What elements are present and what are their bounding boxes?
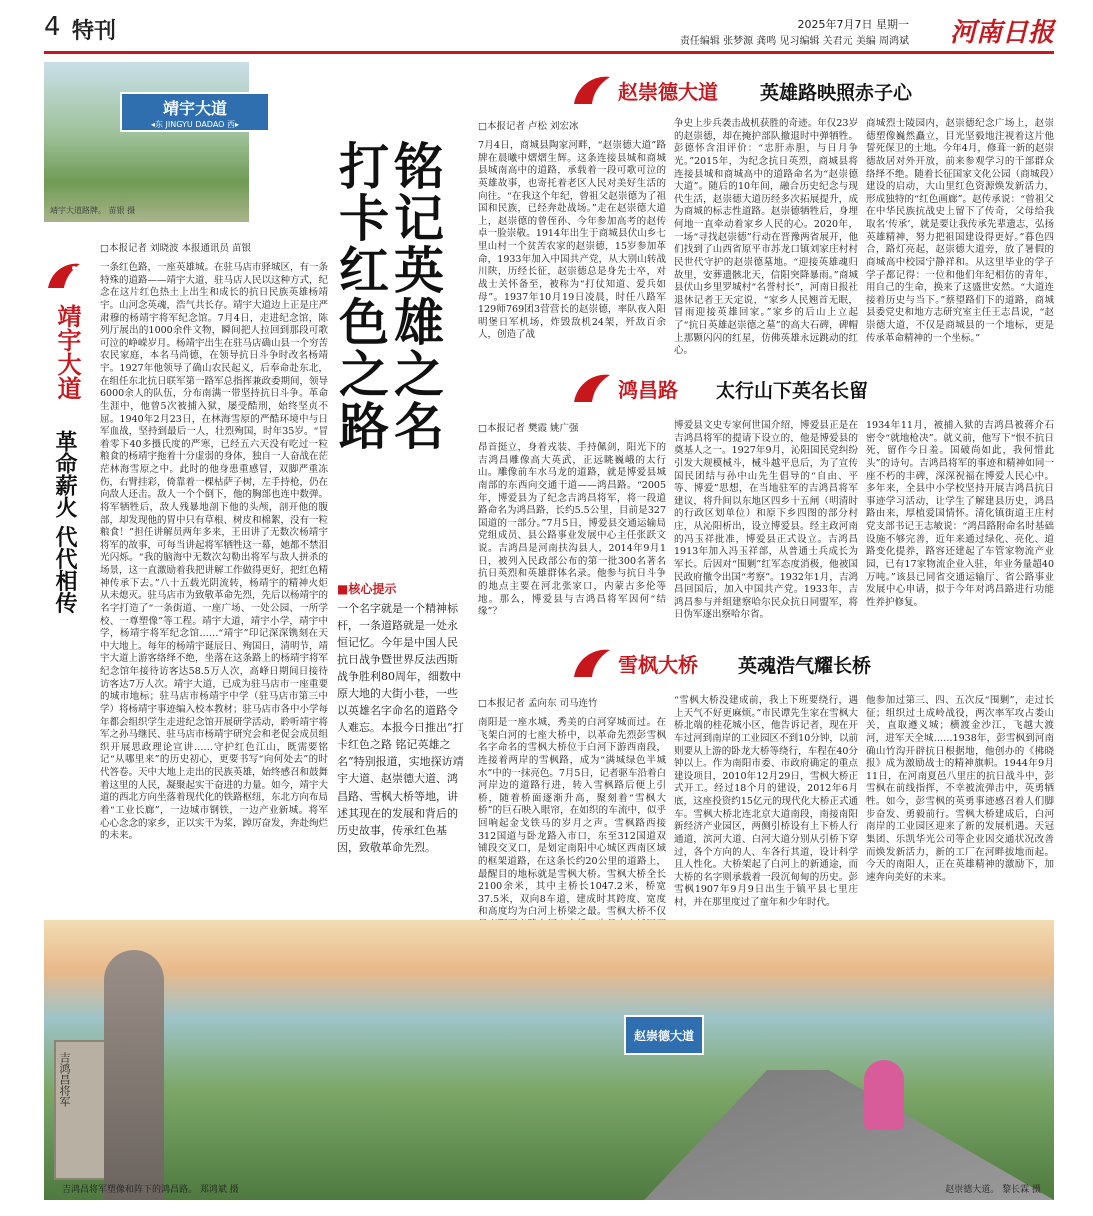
red-flag-icon [570,645,614,681]
jingyu-road-sign-photo [44,62,249,222]
photo-caption-left: 吉鸿昌将军塑像和阵下的鸿昌路。 郑鸿斌 摄 [62,1185,239,1195]
hong-col-2: 博爱县文史专家何世国介绍，博爱县正是在吉鸿昌将军的提请下设立的，他是博爱县的奠基人之一。1927年9月，沁阳国民党纠纷引发大规模械斗，械斗越平息后，为了宣传国民团结与孙中山先生倡导的“自由、平等、博爱”思想，在当地驻军的吉鸿昌将军建议，将升间以东地区四乡十五闸（明清时的行政区划单位）和原下乡四图的部分村庄，从沁阳析出，设立博爱县。经主政河南的冯玉祥批准，博爱县正式设立。吉鸿昌1913年加入冯玉祥部，从普通士兵成长为军长。后因对“围剿”红军态度消极，他被国民政府撤令出国“考察”。1932年1月，吉鸿昌回国后，加入中国共产党。1933年，吉鸿昌参与并组建察哈尔民众抗日同盟军，将日伪军逐出察哈尔省。 [674,420,858,621]
photo-caption-top: 靖宇大道路牌。 苗银 摄 [50,206,136,215]
page-header [44,12,1054,54]
zhao-col-2: 争史上步兵袭击战机获胜的奇迹。年仅23岁的赵崇德，却在掩护部队撤退时中弹牺牲。彭德怀含泪评价：“忠肝赤胆，与日月争光。”2015年，为纪念抗日英烈，商城县将连接县城和商城高中的道路命名为“赵崇德大道”。随后的10年间，融合历史纪念与现代生活，赵崇德大道历经多次拓展提升，成为商城的标志性道路。赵崇德牺牲后，身埋何地一直牵动着家乡人民的心。2020年，一场“寻找赵崇德”行动在晋豫两省展开，他们找到了山西省原平市苏龙口镇刘家庄村村民世代守护的赵崇德墓地。“迎接英雄魂归故里，安葬遗骸北天，信阳突降暴雨。”商城县伏山乡里罗城村“名誉村长”，河南日报社退休记者王天定说，“家乡人民翘首无眠，冒雨迎接英雄回家。”家乡的后山上立起了“抗日英雄赵崇德之墓”的高大石碑，碑帽上那颗闪闪的红星，仿佛英雄永远跳动的红心。 [674,118,858,357]
bottom-photo-collage [44,920,1054,1200]
red-flag-icon [570,72,614,108]
hong-byline: □本报记者 樊霞 姚广强 [478,423,579,434]
road-sign-pinyin: ◂东 JINGYU DADAO 西▸ [150,120,240,129]
section-name: 特刊 [72,19,117,44]
hong-col-1: 昂首挺立，身着戎装、手持佩剑，阳光下的吉鸿昌雕像高大英武，正远眺巍峨的太行山。雕像前车水马龙的道路，就是博爱县城南部的东西向交通干道——鸿昌路。“2005年，博爱县为了纪念吉鸿昌将军，将一段道路命名为鸿昌路，长约5.5公里，目前是327国道的一部分。”7月5日，博爱县交通运输局党组成员、县公路事业发展中心主任张跃文说。吉鸿昌是河南扶沟县人，2014年9月1日，被列入民政部公布的第一批300名著名抗日英烈和英雄群体名录。他参与抗日斗争的地点主要在河北张家口，内蒙古多伦等地。那么，博爱县与吉鸿昌将军因何“结缘”？ [478,442,666,618]
main-title-line-1: 铭记英雄之名 [386,140,445,452]
zhao-title: 赵崇德大道 [618,80,718,104]
hong-header [570,370,1050,406]
zhao-header [570,72,1050,108]
jingyu-title-block [44,258,84,400]
road-sign-name: 靖宇大道 [162,99,227,118]
xue-header [570,645,1050,681]
zhao-byline: □本报记者 卢松 刘宏冰 [478,121,579,132]
red-flag-icon [44,258,84,294]
zhao-subtitle: 英雄路映照赤子心 [760,82,913,104]
jingyu-subtitle [50,430,80,614]
hong-col-3: 1934年11月，被捕入狱的吉鸿昌被蒋介石密令“就地枪决”。就义前，他写下“恨不抗日死，留作今日羞。国破尚如此，我何惜此头”的诗句。吉鸿昌将军的事迹和精神如同一座不朽的丰碑，深深祝福在博爱人民心中。多年来，全县中小学校坚持开展吉鸿昌抗日事迹学习活动，让学生了解建县历史，鸿昌路由来，厚植爱国情怀。清化镇街道王庄村党支部书记王志敏说：“鸿昌路附命名时基础设施不够完善，近年来通过绿化、亮化、道路变化提养，路容还建起了车管家物流产业园，已有17家物流企业入驻，年业务量超40万吨。”该县已同省交通运输厅、省公路事业发展中心申请，拟于今年对鸿昌路进行功能性养护修复。 [866,420,1054,608]
road [644,1070,1054,1200]
jingyu-subtitle-line-2: 代代相传 [52,525,78,614]
core-tip-heading: ■核心提示 [337,582,397,596]
zhao-col-1: 7月4日，商城县陶家河畔，“赵崇德大道”路牌在晨曦中熠熠生辉。这条连接县城和商城县城南高中的道路，承载着一段可歌可泣的英雄故事，也寄托着老区人民对美好生活的向往。“在我这个年纪，曾祖父赵崇德为了祖国和民族，已经奔赴战场。”走在赵崇德大道上，赵崇德的曾侄孙、今年参加高考的赵传卓一脸崇敬。1914年出生于商城县伏山乡七里山村一个贫苦农家的赵崇德，15岁参加革命，1933年加入中国共产党，从大别山转战川陕，历经长征，赵崇德总是身先士卒，对战士关怀备至，被称为“打仗知道、爱兵如母”。1937年10月19日凌晨，时任八路军129师769团3营营长的赵崇德，率队夜入阳明堡日军机场，炸毁敌机24架，歼敌百余人，创造了战 [478,140,666,341]
red-flag-icon [570,370,614,406]
photo-caption-right: 赵崇德大道。 黎长霖 摄 [945,1185,1041,1195]
jingyu-body: 一条红色路，一座英雄城。在驻马店市驿城区，有一条特殊的道路——靖宇大道，驻马店人民以这种方式，纪念在这片红色热土上出生和成长的抗日民族英雄杨靖宇。山河念英魂，浩气共长存。靖宇大道边上正是庄严肃穆的杨靖宇将军纪念馆。7月4日，走进纪念馆，陈列厅展出的1000余件文物，瞬间把人拉回到那段可歌可泣的峥嵘岁月。杨靖宇出生在驻马店确山县一个穷苦农民家庭，本名马尚德，在领导抗日斗争时改名杨靖宇。1927年他领导了确山农民起义，后奉命赴东北，在组任东北抗日联军第一路军总指挥兼政委期间，领导6000余人的队伍，分布南满一带坚持抗日斗争。革命生涯中，他曾5次被捕入狱，屡受酷刑，始终坚贞不屈。1940年2月23日，在林海雪原的严酷环境中与日军血战，坚持到最后一人，壮烈殉国，时年35岁。“冒着零下40多摄氏度的严寒，已经五六天没有吃过一粒粮食的杨靖宇拖着十分虚弱的身体，独自一人奋战在茫茫林海雪原之中。此时的他身患重感冒，双脚严重冻伤，右臂挂彩，倚靠着一棵枯萨子树，左手持枪，仍在向敌人还击。敌人一个个倒下，他的胸部也连中数弹。将军牺牲后，敌人残暴地剖下他的头颅，剖开他的腹部，却发现他的胃中只有草根、树皮和棉絮，没有一粒粮食！”担任讲解员两年多来，王田讲了无数次杨靖宇将军的故事，可每当讲起将军牺牲这一幕，她都不禁泪光闪烁。“我的脑海中无数次勾勒出将军与敌人拼杀的场景，这一直激励着我把讲解工作做得更好，把红色精神传承下去。”八十五载光阴流转，杨靖宇的精神火炬从未熄灭。驻马店市为致敬革命先烈，先后以杨靖宇的名字打造了“一条街道、一座广场、一处公园、一所学校、一尊塑像”等工程。靖宇大道，靖宇小学，靖宇中学，杨靖宇将军纪念馆……“靖宇”印记深深镌刻在天中大地上。每年的杨靖宇诞辰日、殉国日，清明节，靖宇大道上游客络绎不绝，坐落在这条路上的杨靖宇将军纪念馆年接待访客达58.5万人次，高峰日期间日接待访客达7万人次。靖宇大道，已成为驻马店市一座重要的城市地标；驻马店市杨靖宇中学（驻马店市第三中学）将杨靖宇事迹编入校本教材；驻马店市各中小学每年都会组织学生走进纪念馆开展研学活动，聆听靖宇将军之孙马继民、驻马店市杨靖宇研究会和老促会成员组织开展思政理论宣讲……守护红色江山，既需要铭记“从哪里来”的历史初心，更要书写“向何处去”的时代答卷。天中大地上走出的民族英雄，始终感召和鼓舞着这里的人民，凝聚起实干奋进的力量。如今，靖宇大道的西北方向坐落着现代化的铁路枢纽，东北方向布局着“工业长廊”，一边城市钢铁，一边产业新城。将军心心念念的家乡，正以实干为桨，踔厉奋发，奔赴绚烂的未来。 [100,262,329,842]
jingyu-title: 靖宇大道 [53,304,82,400]
zhao-road-sign: 赵崇德大道 [624,1015,704,1055]
xue-col-1: 南阳是一座水城，秀美的白河穿城而过。在飞架白河的七座大桥中，以革命先烈彭雪枫名字命名的雪枫大桥位于白河下游西南段，连接着两岸的雪枫路，成为“满城绿色半城水”中的一抹亮色。7月5日，记者驱车沿着白河岸边的道路行进，转入雪枫路后便上引桥，随着桥面逐渐升高，聚刻着“雪枫大桥”的巨石映入眼帘，在如织的车流中，似乎回响起金戈铁马的岁月之声。雪枫路西接312国道与卧龙路入市口，东至312国道双铺段交叉口，是划定南阳中心城区西南区域的框架道路，在这条长约20公里的道路上，最醒目的地标就是雪枫大桥。雪枫大桥全长2100余米，其中主桥长1047.2米，桥宽37.5米，双向8车道，建成时其跨度、宽度和高度均为白河上桥梁之最。雪枫大桥不仅 [478,717,666,918]
page-number: 4 [44,12,61,42]
core-tip-text: 一个名字就是一个精神标杆，一条道路就是一处永恒记忆。今年是中国人民抗日战争暨世界反法西斯战争胜利80周年，细数中原大地的大街小巷，一些以英雄名字命名的道路令人难忘。本报今日推出“打卡红色之路 铭记英雄之名”特别报道，实地探访靖宇大道、赵崇德大道、鸿昌路、雪枫大桥等地，讲述其现在的发展和背后的历史故事，传承红色基因，致敬革命先烈。 [337,602,464,854]
issue-date: 2025年7月7日 星期一 [797,18,909,31]
newspaper-logo: 河南日报 [949,18,1054,48]
road-sign [120,92,270,132]
jingyu-subtitle-line-1: 革命薪火 [52,430,78,518]
statue [104,950,164,1200]
xue-col-3: 他参加过第三、四、五次反“围剿”，走过长征；组织过土成岭战役，两次率军攻占娄山关，直取遵义城；横渡金沙江，飞越大渡河，进军天全城……1938年，彭雪枫到河南确山竹沟开辟抗日根据地，他创办的《拂晓报》成为激励战士的精神旗帜。1944年9月11日，在河南夏邑八里庄的抗日战斗中，彭雪枫在前线指挥，不幸被流弹击中，英勇牺牲。如今，彭雪枫的英勇事迹感召着人们脚步奋发、勇毅前行。雪枫大桥建成后，白河南岸的工业园区迎来了新的发展机遇。天冠集团、乐凯华光公司等企业因交通状况改善而焕发新活力，新的工厂在河畔拔地而起。今天的南阳人，正在英雄精神的激励下，加速奔向美好的未来。 [866,695,1054,883]
monument-inscription: 吉鸿昌将军 [58,1052,71,1107]
xue-title: 雪枫大桥 [618,653,698,677]
xue-col-2: “雪枫大桥没建成前，我上下班要绕行，遇上天气不好更麻烦。”市民谭先生家在雪枫大桥北端的桂花城小区，他告诉记者，现在开车过河到南岸的工业园区不到10分钟，以前则要从上游的卧龙大桥等绕行，车程在40分钟以上。作为南阳市委、市政府确定的重点建设项目，2010年12月29日，雪枫大桥正式开工。经过18个月的建设，2012年6月底，这座投资约15亿元的现代化大桥正式通车。雪枫大桥北连北京大道南段，南接南阳新经济产业园区，两侧引桥设有上下桥人行通道，滨河大道、白河大道分别从引桥下穿过，各个方向的人、车各行其道，设计科学且人性化。大桥架起了白河上的新通途，而大桥的名字则承载着一段沉甸甸的历史。彭雪枫1907年9月9日出生于镇平县七里庄村，并在那里度过了童年和少年时代。 [674,695,858,908]
xue-byline: □本报记者 孟向东 司马连竹 [478,698,598,709]
xue-subtitle: 英魂浩气耀长桥 [738,655,872,677]
jingyu-byline: □本报记者 刘晓波 本报通讯员 苗银 [100,243,252,254]
scooter-riders [864,1060,904,1130]
zhao-col-3: 商城烈士陵园内，赵崇德纪念广场上，赵崇德塑像巍然矗立，目光坚毅地注视着这片他誓死保卫的土地。今年4月，修葺一新的赵崇德故居对外开放，前来参观学习的干部群众络绎不绝。随着长征国家文化公园（商城段）建设的启动，大山里红色资源焕发新活力，形成独特的“红色画廊”。赵传承说：“曾祖父在中华民族抗战史上留下了传奇，父母给我取名‘传承’，就是要让我传承先辈遗志，弘扬英雄精神，努力把祖国建设得更好。”暮色四合，路灯亮起，赵崇德大道旁，放了暑假的商城高中校园宁静祥和。从这里毕业的学子学子都记得：一位和他们年纪相仿的青年，用自己的生命，换来了这盛世安然。“大道连接着历史与当下。”蔡望路们下的道路，商城县委党史和地方志研究室主任王志昌说，“赵崇德大道，不仅是商城县的一个地标，更是传承革命精神的一个坐标。” [866,118,1054,344]
hong-subtitle: 太行山下英名长留 [716,380,869,402]
hong-title: 鸿昌路 [618,378,678,402]
main-title-line-2: 打卡红色之路 [331,140,390,452]
editors-credit: 责任编辑 张梦源 龚鸣 见习编辑 关君元 美编 周鸿斌 [679,36,909,47]
